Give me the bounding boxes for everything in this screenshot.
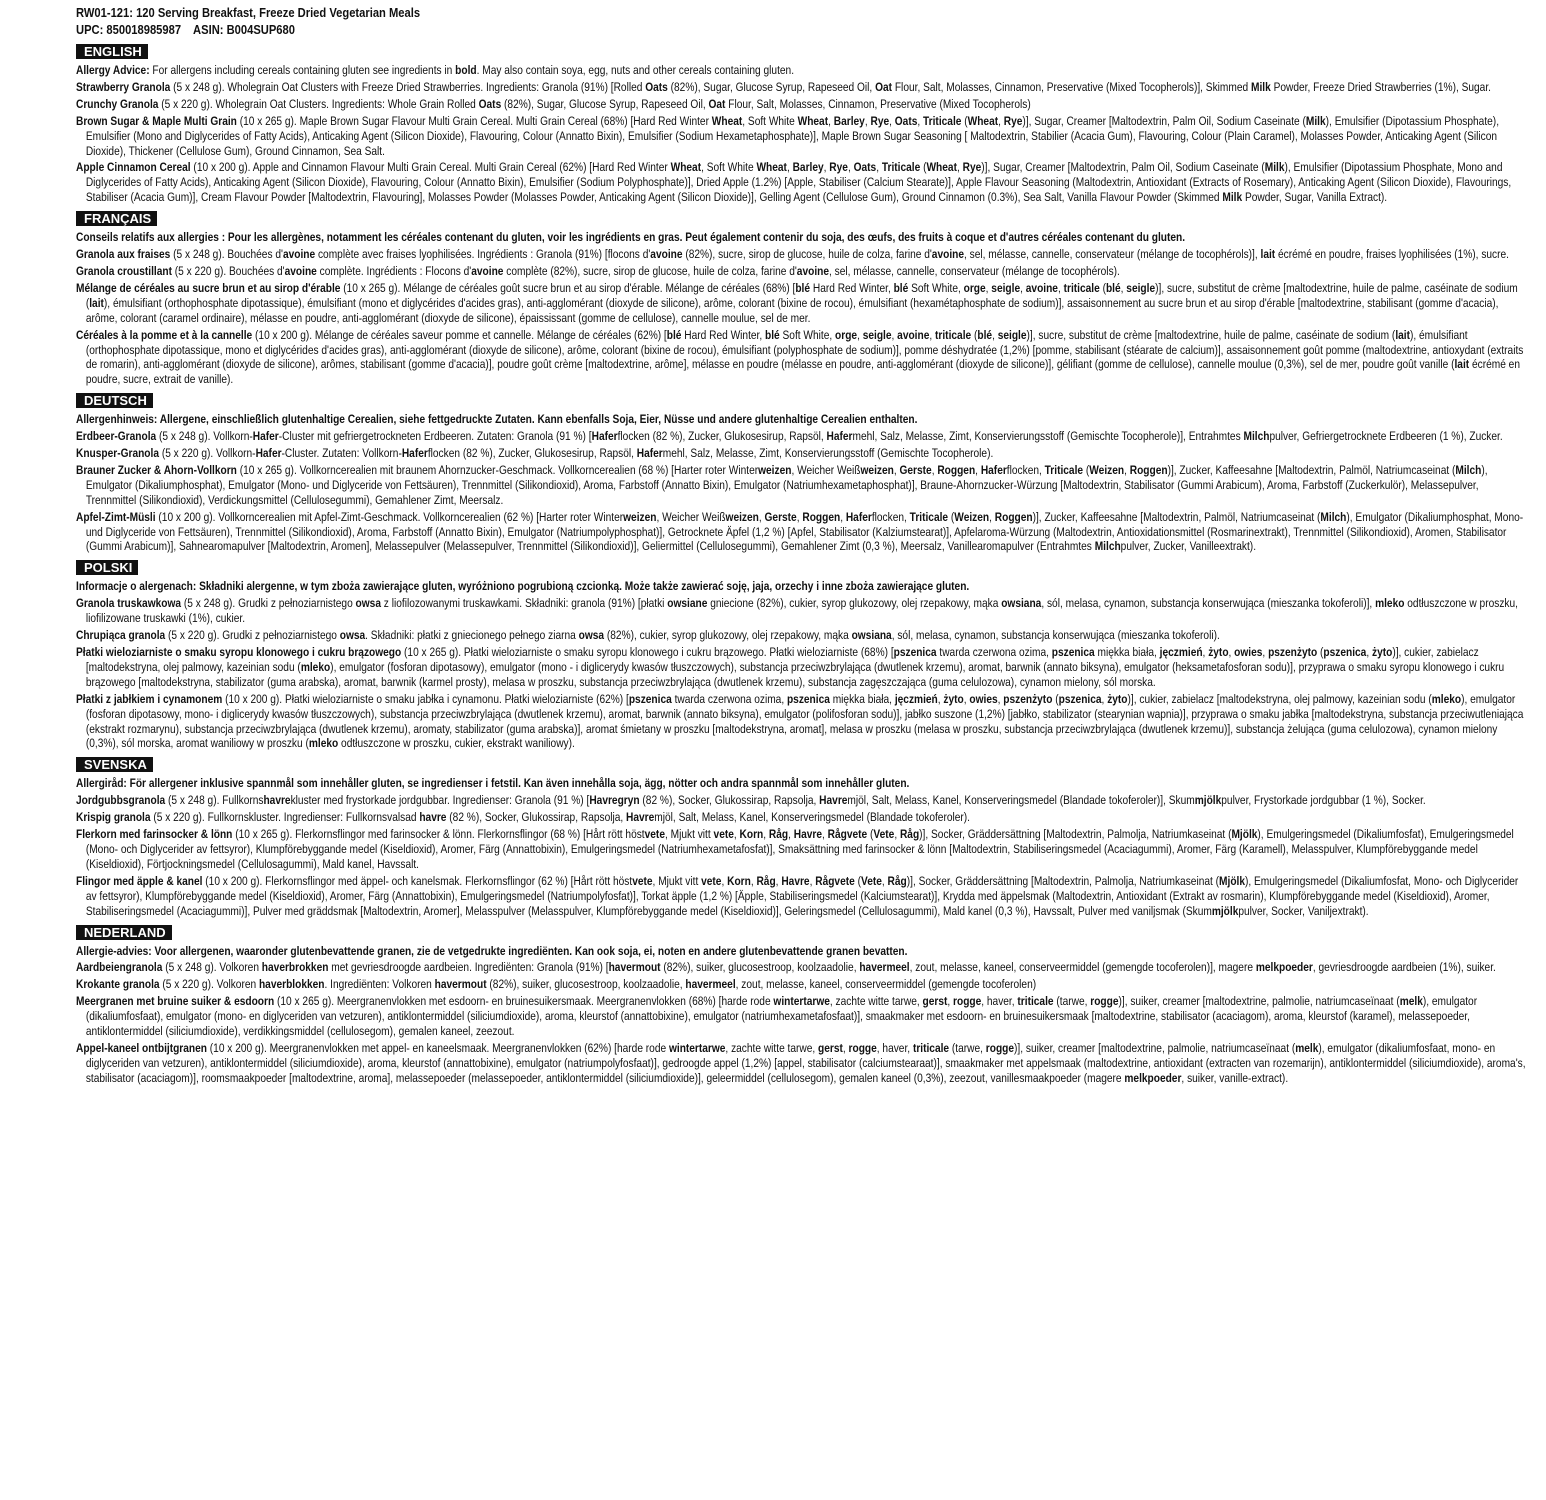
product-ingredients: Appel-kaneel ontbijtgranen (10 x 200 g). Meergranenvlokken met appel- en kaneelsmaak. Meergranenvlokken (62%) [harde rode wintertarwe, zachte witte tarwe, gerst, rogge, haver, triticale (tarwe, rogge)], suiker, creamer [maltodextrine, palmolie, natriumcaseïnaat (melk), emulgator (dikaliumfosfaat, mono- en diglyceriden van vetzuren), antiklontermiddel (siliciumdioxide), aroma, kleurstof (annattobixine), emulgator (natriumpolyfosfaat)], gedroogde appel (1,2%) [appel, stabilisator (calciumstearaat)], smaakmaker met appelsmaak (maltodextrine, antioxidant (extracten van rozemarijn), antiklontermiddel (siliciumdioxide), aroma's, stabilisator (acaciagom)], roomsmaakpoeder [maltodextrine, aroma], melassepoeder (melassepoeder, antiklontermiddel (siliciumdioxide)], geleermiddel (cellulosegom), gemalen kaneel (0,3%), zeezout, vanillesmaakpoeder (magere melkpoeder, suiker, vanille-extract).: [76, 1040, 1526, 1085]
product-ingredients: Meergranen met bruine suiker & esdoorn (10 x 265 g). Meergranenvlokken met esdoorn- en bruinesuikersmaak. Meergranenvlokken (68%) [harde rode wintertarwe, zachte witte tarwe, gerst, rogge, haver, triticale (tarwe, rogge)], suiker, creamer [maltodextrine, palmolie, natriumcaseïnaat (melk), emulgator (dikaliumfosfaat), emulgator (mono- en diglyceriden van vetzuren), antiklontermiddel (siliciumdioxide), aroma, kleurstof (annattobixine), emulgator (natriumhexametafosfaat)], smaakmaker met esdoorn- en bruinesuikersmaak [maltodextrine, stabilisator (acaciagom), aroma, kleurstof (karamel), melassepoeder, antiklontermiddel (siliciumdioxide), verdikkingsmiddel (cellulosegom), gemalen kaneel, zeezout.: [76, 994, 1478, 1039]
section-deutsch: [76, 392, 1524, 554]
product-ingredients: Crunchy Granola (5 x 220 g). Wholegrain Oat Clusters. Ingredients: Whole Grain Rolled Oats (82%), Sugar, Glucose Syrup, Rapeseed Oil, Oat Flour, Salt, Molasses, Cinnamon, Preservative (Mixed Tocopherols): [76, 96, 1031, 111]
section-label: POLSKI: [76, 560, 138, 575]
allergy-advice: Allergie-advies: Voor allergenen, waaronder glutenbevattende granen, zie de vetgedrukte ingrediënten. Kan ook soja, ei, noten en andere glutenbevattende granen bevatten.: [76, 943, 908, 958]
language-sections: [76, 43, 1526, 1086]
section-label: DEUTSCH: [76, 393, 153, 408]
allergy-advice: Conseils relatifs aux allergies : Pour les allergènes, notamment les céréales contenant du gluten, voir les ingrédients en gras. Peut également contenir du soja, des œufs, des fruits à coque et d'autres céréales contenant du gluten.: [76, 230, 1186, 245]
product-ingredients: Flingor med äpple & kanel (10 x 200 g). Flerkornsflingor med äppel- och kanelsmak. Flerkornsflingor (62 %) [Hårt rött höstvete, Mjukt vitt vete, Korn, Råg, Havre, Rågvete (Vete, Råg)], Socker, Gräddersättning [Maltodextrin, Palmolja, Natriumkaseinat (Mjölk), Emulgeringsmedel (Dikaliumfosfat, Mono- och Diglycerider av fettsyror), Klumpförebyggande medel (Kiseldioxid), Aromer, Färg (Annattobixin), Emulgeringsmedel (Natriumpolyfosfat)], Torkat äpple (1,2 %) [Äpple, Stabiliseringsmedel (Kalciumstearat)], Krydda med äppelsmak (Maltodextrin, Antioxidant (Extrakt av rosmarin), Klumpförebyggande medel (Kiseldioxid), Aromer, Stabiliseringsmedel (Acaciagummi)], Pulver med gräddsmak [Maltodextrin, Aromer], Melasspulver (Melasspulver, Klumpförebyggande medel (Kiseldioxid)], Geleringsmedel (Cellulosagummi), Mald kanel (0,3 %), Havssalt, Pulver med vaniljsmak (Skummjölkpulver, Socker, Vaniljextrakt).: [76, 873, 1519, 918]
product-ingredients: Knusper-Granola (5 x 220 g). Vollkorn-Hafer-Cluster. Zutaten: Vollkorn-Haferflocken (82 %), Zucker, Glukosesirup, Rapsöl, Hafermehl, Salz, Melasse, Zimt, Konservierungsstoff (Gemischte Tocopherole).: [76, 446, 994, 461]
product-ingredients: Apfel-Zimt-Müsli (10 x 200 g). Vollkorncerealien mit Apfel-Zimt-Geschmack. Vollkorncerealien (62 %) [Harter roter Winterweizen, Weicher Weißweizen, Gerste, Roggen, Haferflocken, Triticale (Weizen, Roggen)], Zucker, Kaffeesahne [Maltodextrin, Palmöl, Natriumcaseinat (Milch), Emulgator (Dikaliumphosphat, Mono- und Diglyceride von Fettsäuren), Trennmittel (Silikondioxid), Aroma, Farbstoff (Annatto Bixin), Emulgator (Natriumpolyphosphat)], Getrocknete Äpfel (1,2 %) [Apfel, Stabilisator (Kalziumstearat)], Apfelaroma-Würzung (Maltodextrin, Antioxidationsmittel (Rosmarinextrakt), Trennmittel (Silikondioxid), Aromen, Stabilisator (Gummi Arabicum)], Sahnearomapulver [Maltodextrin, Aromen], Melassepulver (Melassepulver, Trennmittel (Silikondioxid)], Geliermittel (Cellulosegummi), Gemahlener Zimt (0,3 %), Meersalz, Vanillearomapulver (Entrahmtes Milchpulver, Zucker, Vanilleextrakt).: [76, 509, 1524, 554]
product-ingredients: Aardbeiengranola (5 x 248 g). Volkoren haverbrokken met gevriesdroogde aardbeien. Ingrediënten: Granola (91%) [havermout (82%), suiker, glucosestroop, koolzaadolie, havermeel, zout, melasse, kaneel, conserveermiddel (gemengde tocoferolen)], magere melkpoeder, gevriesdroogde aardbeien (1%), suiker.: [76, 960, 1496, 975]
section-polski: [76, 559, 1524, 751]
product-ingredients: Céréales à la pomme et à la cannelle (10 x 200 g). Mélange de céréales saveur pomme et cannelle. Mélange de céréales (62%) [blé Hard Red Winter, blé Soft White, orge, seigle, avoine, triticale (blé, seigle)], sucre, substitut de crème [maltodextrine, huile de palme, caséinate de sodium (lait), émulsifiant (orthophosphate dipotassique, mono et diglycérides d'acides gras), anti-agglomérant (dioxyde de silicone), arôme, colorant (bixine de rocou), émulsifiant (polyphosphate de sodium)], pomme déshydratée (1,2%) [pomme, stabilisant (stéarate de calcium)], assaisonnement goût pomme (maltodextrine, antioxydant (extraits de romarin), anti-agglomérant (dioxyde de silicone), arômes, stabilisant (gomme d'acacia)], poudre goût crème [maltodextrine, arôme], mélasse en poudre (mélasse en poudre, anti-agglomérant (dioxyde de silicone)], gélifiant (gomme de cellulose), cannelle moulue (0,3%), sel de mer, poudre goût vanille (lait écrémé en poudre, sucre, extrait de vanille).: [76, 327, 1524, 387]
allergy-advice: Allergiråd: För allergener inklusive spannmål som innehåller gluten, se ingredienser i fetstil. Kan även innehålla soja, ägg, nötter och andra spannmål som innehåller gluten.: [76, 776, 910, 791]
section-franais: [76, 210, 1524, 387]
product-ingredients: Krispig granola (5 x 220 g). Fullkornskluster. Ingredienser: Fullkornsvalsad havre (82 %), Socker, Glukossirap, Rapsolja, Havremjöl, Salt, Melass, Kanel, Konserveringsmedel (Blandade tokoferoler).: [76, 810, 970, 825]
product-ingredients: Chrupiąca granola (5 x 220 g). Grudki z pełnoziarnistego owsa. Składniki: płatki z gniecionego pełnego ziarna owsa (82%), cukier, syrop glukozowy, olej rzepakowy, mąka owsiana, sól, melasa, cynamon, substancja konserwująca (mieszanka tokoferoli).: [76, 628, 1220, 643]
product-ingredients: Granola croustillant (5 x 220 g). Bouchées d'avoine complète. Ingrédients : Flocons d'avoine complète (82%), sucre, sirop de glucose, huile de colza, farine d'avoine, sel, mélasse, cannelle, conservateur (mélange de tocophérols).: [76, 263, 1120, 278]
allergy-advice: Allergy Advice: For allergens including cereals containing gluten see ingredients in bold. May also contain soya, egg, nuts and other cereals containing gluten.: [76, 63, 795, 77]
product-ingredients: Jordgubbsgranola (5 x 248 g). Fullkornshavrekluster med frystorkade jordgubbar. Ingredienser: Granola (91 %) [Havregryn (82 %), Socker, Glukossirap, Rapsolja, Havremjöl, Salt, Melass, Kanel, Konserveringsmedel (Blandade tokoferoler)], Skummjölkpulver, Frystorkade jordgubbar (1 %), Socker.: [76, 793, 1426, 808]
product-ingredients: Granola truskawkowa (5 x 248 g). Grudki z pełnoziarnistego owsa z liofilozowanymi truskawkami. Składniki: granola (91%) [płatki owsiane gniecione (82%), cukier, syrop glukozowy, olej rzepakowy, mąka owsiana, sól, melasa, cynamon, substancja konserwująca (mieszanka tokoferoli)], mleko odtłuszczone w proszku, liofilizowane truskawki (1%), cukier.: [76, 596, 1518, 626]
product-codes: UPC: 850018985987 ASIN: B004SUP680: [76, 22, 295, 37]
section-label: NEDERLAND: [76, 925, 172, 940]
section-label: SVENSKA: [76, 757, 153, 772]
section-svenska: [76, 756, 1519, 918]
product-ingredients: Brown Sugar & Maple Multi Grain (10 x 265 g). Maple Brown Sugar Flavour Multi Grain Cereal. Multi Grain Cereal (68%) [Hard Red Winter Wheat, Soft White Wheat, Barley, Rye, Oats, Triticale (Wheat, Rye)], Sugar, Creamer [Maltodextrin, Palm Oil, Sodium Caseinate (Milk), Emulsifier (Dipotassium Phosphate), Emulsifier (Mono and Diglycerides of Fatty Acids), Anticaking Agent (Silicon Dioxide), Flavouring, Colour (Annatto Bixin), Emulsifier (Sodium Hexametaphosphate)], Maple Brown Sugar Seasoning [ Maltodextrin, Stabilier (Acacia Gum), Flavouring, Colour (Plain Caramel), Molasses Powder, Anticaking Agent (Silicon Dioxide), Thickener (Cellulose Gum), Ground Cinnamon, Sea Salt.: [76, 113, 1500, 158]
product-ingredients: Mélange de céréales au sucre brun et au sirop d'érable (10 x 265 g). Mélange de céréales goût sucre brun et au sirop d'érable. Mélange de céréales (68%) [blé Hard Red Winter, blé Soft White, orge, seigle, avoine, triticale (blé, seigle)], sucre, substitut de crème [maltodextrine, huile de palme, caséinate de sodium (lait), émulsifiant (orthophosphate dipotassique), émulsifiant (mono et diglycérides d'acides gras), anti-agglomérant (dioxyde de silicone), arôme, colorant (bixine de rocou), émulsifiant (hexamétaphosphate de sodium)], assaisonnement au sucre brun et au sirop d'érable [maltodextrine, stabilisant (gomme d'acacia), arôme, colorant (caramel ordinaire), mélasse en poudre, anti-agglomérant (dioxyde de silicone), épaississant (gomme de cellulose), cannelle moulue, sel de mer.: [76, 280, 1518, 325]
allergy-advice: Informacje o alergenach: Składniki alergenne, w tym zboża zawierające gluten, wyróżniono pogrubioną czcionką. Może także zawierać soję, jaja, orzechy i inne zboża zawierające gluten.: [76, 579, 970, 594]
allergy-advice: Allergenhinweis: Allergene, einschließlich glutenhaltige Cerealien, siehe fettgedruckte Zutaten. Kann ebenfalls Soja, Eier, Nüsse und andere glutenhaltige Cerealien enthalten.: [76, 412, 918, 427]
section-nederland: [76, 924, 1526, 1086]
product-title: RW01-121: 120 Serving Breakfast, Freeze Dried Vegetarian Meals: [76, 5, 421, 20]
product-ingredients: Strawberry Granola (5 x 248 g). Wholegrain Oat Clusters with Freeze Dried Strawberries. Ingredients: Granola (91%) [Rolled Oats (82%), Sugar, Glucose Syrup, Rapeseed Oil, Oat Flour, Salt, Molasses, Cinnamon, Preservative (Mixed Tocopherols)], Skimmed Milk Powder, Freeze Dried Strawberries (1%), Sugar.: [76, 79, 1491, 94]
product-ingredients: Granola aux fraises (5 x 248 g). Bouchées d'avoine complète avec fraises lyophilisées. Ingrédients : Granola (91%) [flocons d'avoine (82%), sucre, sirop de glucose, huile de colza, farine d'avoine, sel, mélasse, cannelle, conservateur (mélange de tocophérols)], lait écrémé en poudre, fraises lyophilisées (1%), sucre.: [76, 247, 1510, 262]
product-ingredients: Brauner Zucker & Ahorn-Vollkorn (10 x 265 g). Vollkorncerealien mit braunem Ahornzucker-Geschmack. Vollkorncerealien (68 %) [Harter roter Winterweizen, Weicher Weißweizen, Gerste, Roggen, Haferflocken, Triticale (Weizen, Roggen)], Zucker, Kaffeesahne [Maltodextrin, Palmöl, Natriumcaseinat (Milch), Emulgator (Dikaliumphosphat), Emulgator (Mono- und Diglyceride von Fettsäuren), Trennmittel (Silikondioxid), Aroma, Farbstoff (Annatto Bixin), Emulgator (Natriumhexametaphosphat)], Braune-Ahornzucker-Würzung [Maltodextrin, Stabilisator (Gummi Arabicum), Aroma, Farbstoff (Zuckerkulör), Melassepulver, Trennmittel (Silikondioxid), Verdickungsmittel (Cellulosegummi), Gemahlener Zimt, Meersalz.: [76, 462, 1488, 507]
product-ingredients: Apple Cinnamon Cereal (10 x 200 g). Apple and Cinnamon Flavour Multi Grain Cereal. Multi Grain Cereal (62%) [Hard Red Winter Wheat, Soft White Wheat, Barley, Rye, Oats, Triticale (Wheat, Rye)], Sugar, Creamer [Maltodextrin, Palm Oil, Sodium Caseinate (Milk), Emulsifier (Dipotassium Phosphate, Mono and Diglycerides of Fatty Acids), Anticaking Agent (Silicon Dioxide), Flavouring, Colour (Annatto Bixin), Emulsifier (Sodium Polyphosphate)], Dried Apple (1.2%) [Apple, Stabiliser (Calcium Stearate)], Apple Flavour Seasoning (Maltodextrin, Antioxidant (Extracts of Rosemary), Anticaking Agent (Silicon Dioxide), Flavourings, Stabiliser (Acacia Gum)], Cream Flavour Powder [Maltodextrin, Flavouring], Molasses Powder (Molasses Powder, Anticaking Agent (Silicon Dioxide)], Gelling Agent (Cellulose Gum), Ground Cinnamon (0.3%), Sea Salt, Vanilla Flavour Powder (Skimmed Milk Powder, Sugar, Vanilla Extract).: [76, 160, 1512, 205]
product-ingredients: Krokante granola (5 x 220 g). Volkoren haverblokken. Ingrediënten: Volkoren havermout (82%), suiker, glucosestroop, koolzaadolie, havermeel, zout, melasse, kaneel, conserveermiddel (gemengde tocoferolen): [76, 977, 1037, 992]
product-ingredients: Erdbeer-Granola (5 x 248 g). Vollkorn-Hafer-Cluster mit gefriergetrockneten Erdbeeren. Zutaten: Granola (91 %) [Haferflocken (82 %), Zucker, Glukosesirup, Rapsöl, Hafermehl, Salz, Melasse, Zimt, Konservierungsstoff (Gemischte Tocopherole)], Entrahmtes Milchpulver, Gefriergetrocknete Erdbeeren (1 %), Zucker.: [76, 429, 1503, 444]
product-ingredients: Flerkorn med farinsocker & lönn (10 x 265 g). Flerkornsflingor med farinsocker & lönn. Flerkornsflingor (68 %) [Hårt rött höstvete, Mjukt vitt vete, Korn, Råg, Havre, Rågvete (Vete, Råg)], Socker, Gräddersättning [Maltodextrin, Palmolja, Natriumkaseinat (Mjölk), Emulgeringsmedel (Dikaliumfosfat), Emulgeringsmedel (Mono- och Diglycerider av fettsyror), Klumpförebyggande medel (Kiseldioxid), Aromer, Färg (Annattobixin), Emulgeringsmedel (Natriumhexametafosfat)], Smaksättning med farinsocker & lönn [Maltodextrin, Stabiliseringsmedel (Acaciagummi), Aromer, Färg (Karamell), Melasspulver, Klumpförebyggande medel (Kiseldioxid), Förtjockningsmedel (Cellulosagummi), Mald kanel, Havssalt.: [76, 827, 1514, 871]
section-label: ENGLISH: [76, 44, 148, 59]
product-ingredients: Płatki z jabłkiem i cynamonem (10 x 200 g). Płatki wieloziarniste o smaku jabłka i cynamonu. Płatki wieloziarniste (62%) [pszenica twarda czerwona ozima, pszenica miękka biała, jęczmień, żyto, owies, pszenżyto (pszenica, żyto)], cukier, zabielacz [maltodekstryna, olej palmowy, kazeinian sodu (mleko), emulgator (fosforan dipotasowy, mono- i diglicerydy kwasów tłuszczowych), substancja przeciwzbrylająca (dwutlenek krzemu), aromat, barwnik (annato biksyna), emulgator (polifosforan sodu)], jabłko suszone (1,2%) [jabłko, stabilizator (stearynian wapnia)], przyprawa o smaku jabłka [maltodekstryna, substancja przeciwutleniająca (ekstrakt rozmarynu), substancja przeciwzbrylająca (dwutlenek krzemu), aromaty, stabilizator (guma arabska)], aromat śmietany w proszku [maltodekstryna, aromat], melasa w proszku (melasa w proszku, substancja przeciwzbrylająca (dwutlenek krzemu)], substancja żelująca (guma celulozowa), cynamon mielony (0,3%), sól morska, aromat waniliowy w proszku (mleko odtłuszczone w proszku, cukier, ekstrakt waniliowy).: [76, 691, 1524, 751]
section-english: [76, 43, 1516, 205]
section-label: FRANÇAIS: [76, 211, 157, 226]
product-ingredients: Płatki wieloziarniste o smaku syropu klonowego i cukru brązowego (10 x 265 g). Płatki wieloziarniste o smaku syropu klonowego i cukru brązowego. Płatki wieloziarniste (68%) [pszenica twarda czerwona ozima, pszenica miękka biała, jęczmień, żyto, owies, pszenżyto (pszenica, żyto)], cukier, zabielacz [maltodekstryna, olej palmowy, kazeinian sodu (mleko), emulgator (fosforan dipotasowy), emulgator (mono - i diglicerydy kwasów tłuszczowych), substancja przeciwzbrylająca (dwutlenek krzemu), aromat, barwnik (annato biksyna), emulgator (heksametafosforan sodu)], przyprawa o smaku syropu klonowego i cukru brązowego [maltodekstryna, stabilizator (guma arabska), aromat, barwnik (karmel prosty), melasa w proszku, substancja przeciwzbrylająca (dwutlenek krzemu), substancja zagęszczająca (guma celulozowa), cynamon mielony, sól morska.: [76, 645, 1505, 689]
